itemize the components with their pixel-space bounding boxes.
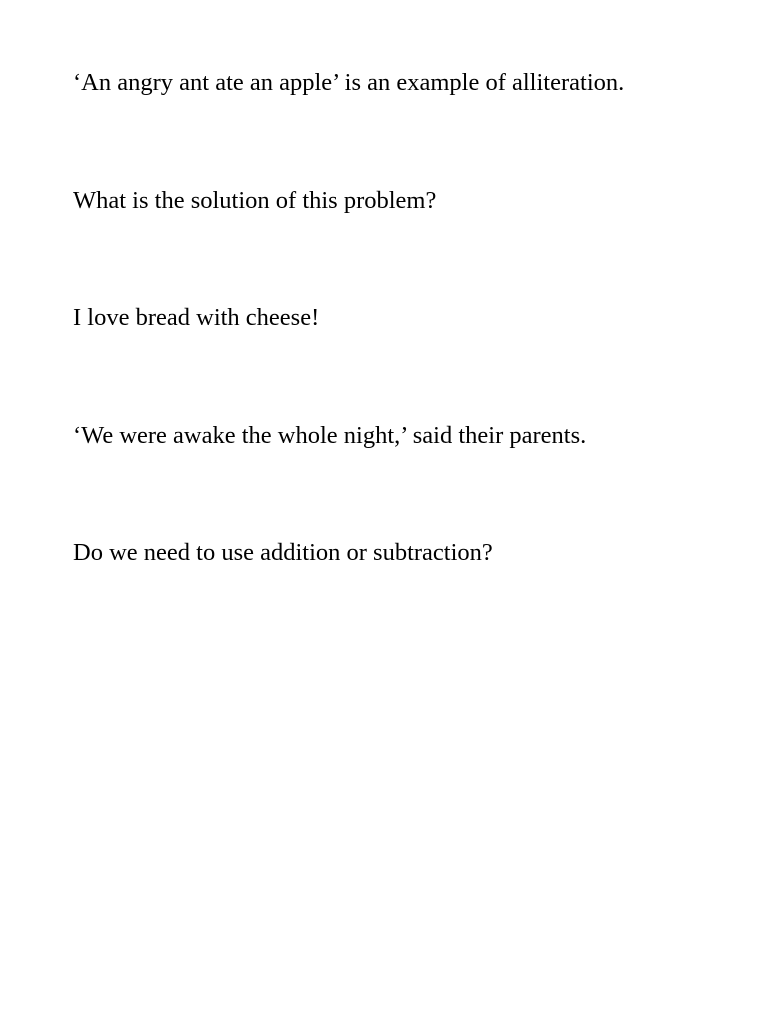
sentence-alliteration: ‘An angry ant ate an apple’ is an example of alliteration.	[73, 69, 625, 96]
sentence-exclamation-bread: I love bread with cheese!	[73, 304, 320, 331]
sentence-quote-parents: ‘We were awake the whole night,’ said their parents.	[73, 421, 587, 449]
sentence-list	[73, 65, 733, 653]
sentence-question-operation: Do we need to use addition or subtraction?	[73, 539, 493, 566]
sentence-question-solution: What is the solution of this problem?	[73, 186, 437, 214]
